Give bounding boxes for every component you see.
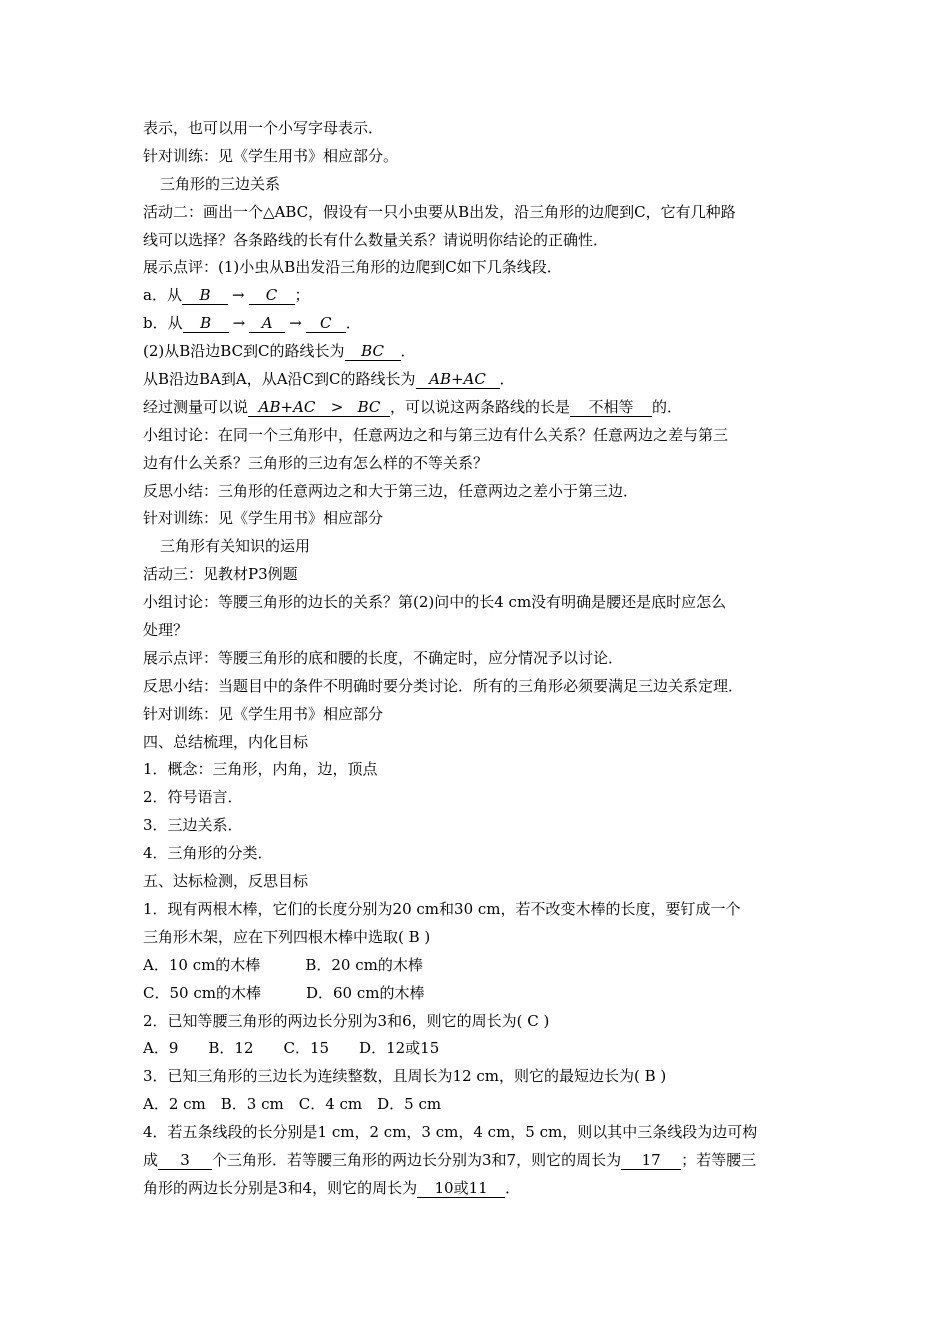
arrow-icon: → <box>289 314 302 333</box>
answer-blank: B <box>183 314 229 333</box>
list-item: 4．三角形的分类． <box>143 844 273 863</box>
answer-blank: C <box>306 314 346 333</box>
answer-blank: BC <box>348 398 390 417</box>
answer-blank: AB+AC <box>416 370 500 389</box>
text-line: 展示点评：(1)小虫从B出发沿三角形的边爬到C如下几条线段． <box>143 258 562 277</box>
text-span: 角形的两边长分别是3和4，则它的周长为 <box>143 1178 418 1197</box>
text-line: 边有什么关系？三角形的三边有怎么样的不等关系？ <box>143 453 489 472</box>
question-text <box>143 1147 823 1175</box>
text-line: 小组讨论：在同一个三角形中，任意两边之和与第三边有什么关系？任意两边之差与第三 <box>143 425 729 444</box>
answer-blank: A <box>249 314 285 333</box>
section-heading: 四、总结梳理，内化目标 <box>143 732 309 751</box>
section-heading: 三角形有关知识的运用 <box>160 537 311 556</box>
answer-blank: 3 <box>158 1151 212 1170</box>
question-text: 4．若五条线段的长分别是1 cm，2 cm，3 cm，4 cm，5 cm，则以其中三条线段为边可构 <box>143 1123 758 1142</box>
arrow-icon: → <box>232 314 246 333</box>
text-line: 活动二：画出一个△ABC，假设有一只小虫要从B出发，沿三角形的边爬到C，它有几种路 <box>143 202 736 221</box>
answer-blank: 10或11 <box>417 1179 505 1198</box>
route-a-line <box>143 282 823 310</box>
text-line: 表示，也可以用一个小写字母表示． <box>143 119 384 137</box>
answer-blank: C <box>249 286 295 305</box>
text-line <box>143 394 823 422</box>
answer-options: A．9 B．12 C．15 D．12或15 <box>143 1039 440 1058</box>
line-end: ；若等腰三 <box>681 1150 757 1169</box>
text-line: 线可以选择？各条路线的长有什么数量关系？请说明你结论的正确性． <box>143 230 609 249</box>
text-line: 活动三：见教材P3例题 <box>143 565 298 584</box>
line-end: ． <box>505 1178 521 1197</box>
route-b-label: b．从 <box>143 314 183 333</box>
line-end: ． <box>499 370 515 389</box>
text-line <box>143 366 823 394</box>
line-end: ． <box>345 314 361 333</box>
text-line: 反思小结：三角形的任意两边之和大于第三边，任意两边之差小于第三边． <box>143 481 639 500</box>
list-item: 1．概念：三角形，内角，边，顶点 <box>143 760 378 779</box>
text-line: 针对训练：见《学生用书》相应部分。 <box>143 146 399 165</box>
line-end: ； <box>294 286 310 305</box>
route-a-label: a．从 <box>143 286 182 305</box>
question-text: 3．已知三角形的三边长为连续整数，且周长为12 cm，则它的最短边长为( B ) <box>143 1067 667 1086</box>
answer-blank: B <box>182 286 228 305</box>
answer-blank: 17 <box>621 1151 681 1170</box>
list-item: 2．符号语言． <box>143 788 243 807</box>
answer-options: C．50 cm的木棒 D．60 cm的木棒 <box>143 983 425 1002</box>
document-body <box>143 115 823 1203</box>
text-span: 经过测量可以说 <box>143 397 249 416</box>
answer-blank: 不相等 <box>570 398 652 417</box>
text-span: 成 <box>143 1150 159 1169</box>
section-heading: 三角形的三边关系 <box>160 174 281 193</box>
text-line: 展示点评：等腰三角形的底和腰的长度，不确定时，应分情况予以讨论． <box>143 648 624 667</box>
answer-blank: AB+AC <box>248 398 326 417</box>
route-b-line <box>143 310 823 338</box>
section-heading: 五、达标检测，反思目标 <box>143 872 309 891</box>
text-line: 反思小结：当题目中的条件不明确时要分类讨论．所有的三角形必须要满足三边关系定理． <box>143 676 744 695</box>
text-span: 从B沿边BA到A，从A沿C到C的路线长为 <box>143 370 416 389</box>
answer-options: A．10 cm的木棒 B．20 cm的木棒 <box>143 955 423 974</box>
text-span: 个三角形．若等腰三角形的两边长分别为3和7，则它的周长为 <box>212 1150 622 1169</box>
line-end: 的． <box>652 397 683 416</box>
arrow-icon: → <box>231 286 245 305</box>
text-line: 针对训练：见《学生用书》相应部分 <box>143 509 384 528</box>
answer-blank: BC <box>345 342 401 361</box>
question-text <box>143 1175 823 1203</box>
question-text: 三角形木架，应在下列四根木棒中选取( B ) <box>143 927 431 946</box>
text-line: 针对训练：见《学生用书》相应部分 <box>143 704 384 723</box>
text-line: 小组讨论：等腰三角形的边长的关系？第(2)问中的长4 cm没有明确是腰还是底时应怎么 <box>143 593 727 612</box>
answer-options: A．2 cm B．3 cm C．4 cm D．5 cm <box>143 1095 442 1114</box>
list-item: 3．三边关系． <box>143 816 243 835</box>
text-span: ，可以说这两条路线的长是 <box>390 397 571 416</box>
text-span: (2)从B沿边BC到C的路线长为 <box>143 342 345 361</box>
answer-blank: > <box>326 398 348 417</box>
text-line: 处理？ <box>143 621 189 640</box>
line-end: ． <box>400 342 416 361</box>
question-text: 1．现有两根木棒，它们的长度分别为20 cm和30 cm，若不改变木棒的长度，要钉成一个 <box>143 899 741 918</box>
question-text: 2．已知等腰三角形的两边长分别为3和6，则它的周长为( C ) <box>143 1011 550 1030</box>
text-line <box>143 338 823 366</box>
